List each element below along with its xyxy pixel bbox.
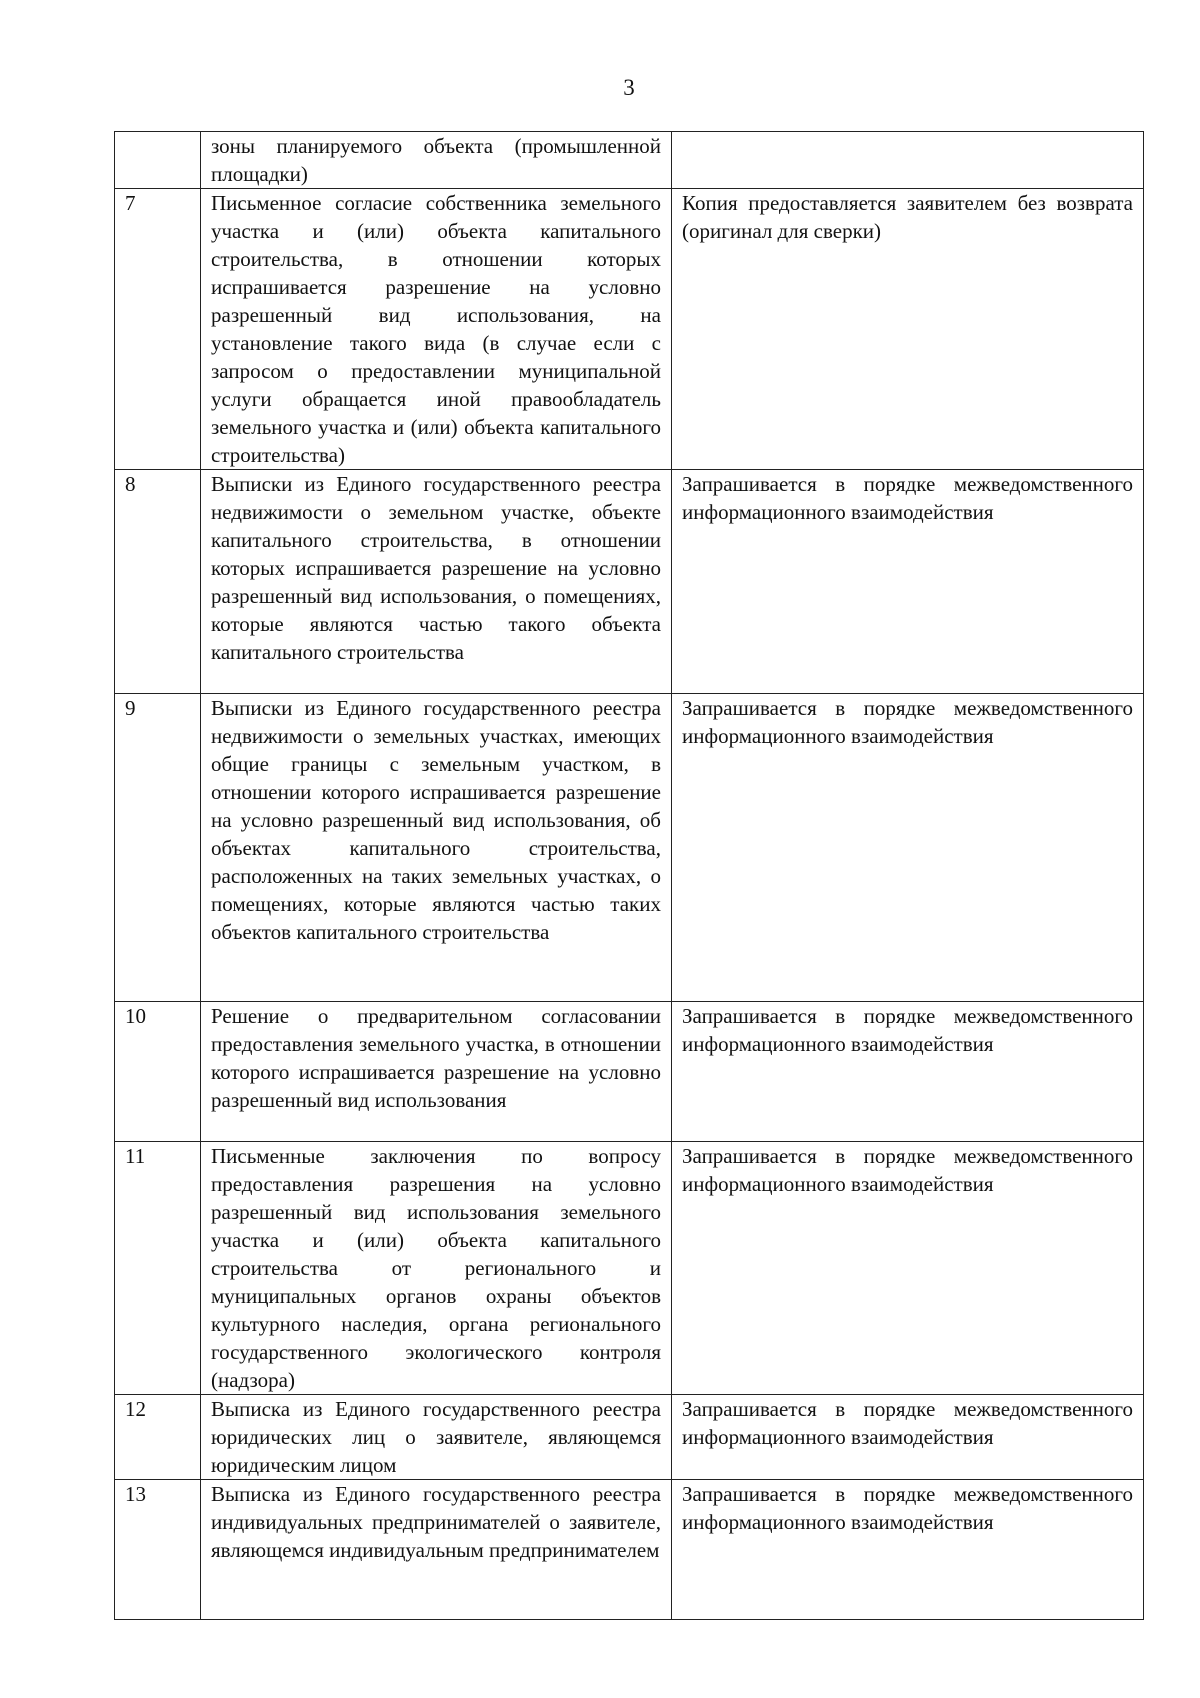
row-number: 9 [115, 694, 201, 1002]
row-number: 11 [115, 1142, 201, 1395]
row-number: 12 [115, 1395, 201, 1480]
document-name: зоны планируемого объекта (промышленной площадки) [201, 132, 672, 189]
table-row [115, 1002, 1144, 1142]
document-name: Письменное согласие собственника земельного участка и (или) объекта капитального строительства, в отношении которых испрашивается разрешение на условно разрешенный вид использования, на установление такого вида (в случае если с запросом о предоставлении муниципальной услуги обращается иной правообладатель земельного участка и (или) объекта капитального строительства) [201, 189, 672, 470]
table-row [115, 189, 1144, 470]
document-name: Выписка из Единого государственного реестра юридических лиц о заявителе, являющемся юридическим лицом [201, 1395, 672, 1480]
document-note: Запрашивается в порядке межведомственного информационного взаимодействия [672, 694, 1144, 1002]
table-row [115, 132, 1144, 189]
document-note: Запрашивается в порядке межведомственного информационного взаимодействия [672, 470, 1144, 694]
document-name: Выписка из Единого государственного реестра индивидуальных предпринимателей о заявителе, являющемся индивидуальным предпринимателем [201, 1480, 672, 1620]
table-row [115, 694, 1144, 1002]
table-row [115, 1395, 1144, 1480]
document-note: Запрашивается в порядке межведомственного информационного взаимодействия [672, 1002, 1144, 1142]
documents-table [114, 131, 1144, 1620]
row-number: 13 [115, 1480, 201, 1620]
document-note: Запрашивается в порядке межведомственного информационного взаимодействия [672, 1395, 1144, 1480]
document-note: Копия предоставляется заявителем без возврата (оригинал для сверки) [672, 189, 1144, 470]
document-note: Запрашивается в порядке межведомственного информационного взаимодействия [672, 1480, 1144, 1620]
page-number: 3 [623, 75, 635, 100]
row-number: 10 [115, 1002, 201, 1142]
document-name: Решение о предварительном согласовании предоставления земельного участка, в отношении которого испрашивается разрешение на условно разрешенный вид использования [201, 1002, 672, 1142]
row-number [115, 132, 201, 189]
document-name: Выписки из Единого государственного реестра недвижимости о земельных участках, имеющих общие границы с земельным участком, в отношении которого испрашивается разрешение на условно разрешенный вид использования, об объектах капитального строительства, расположенных на таких земельных участках, о помещениях, которые являются частью таких объектов капитального строительства [201, 694, 672, 1002]
table-row [115, 1480, 1144, 1620]
table-row [115, 1142, 1144, 1395]
document-note [672, 132, 1144, 189]
table-row [115, 470, 1144, 694]
document-name: Письменные заключения по вопросу предоставления разрешения на условно разрешенный вид использования земельного участка и (или) объекта капитального строительства от регионального и муниципальных органов охраны объектов культурного наследия, органа регионального государственного экологического контроля (надзора) [201, 1142, 672, 1395]
document-note: Запрашивается в порядке межведомственного информационного взаимодействия [672, 1142, 1144, 1395]
row-number: 8 [115, 470, 201, 694]
row-number: 7 [115, 189, 201, 470]
document-name: Выписки из Единого государственного реестра недвижимости о земельном участке, объекте капитального строительства, в отношении которых испрашивается разрешение на условно разрешенный вид использования, о помещениях, которые являются частью такого объекта капитального строительства [201, 470, 672, 694]
